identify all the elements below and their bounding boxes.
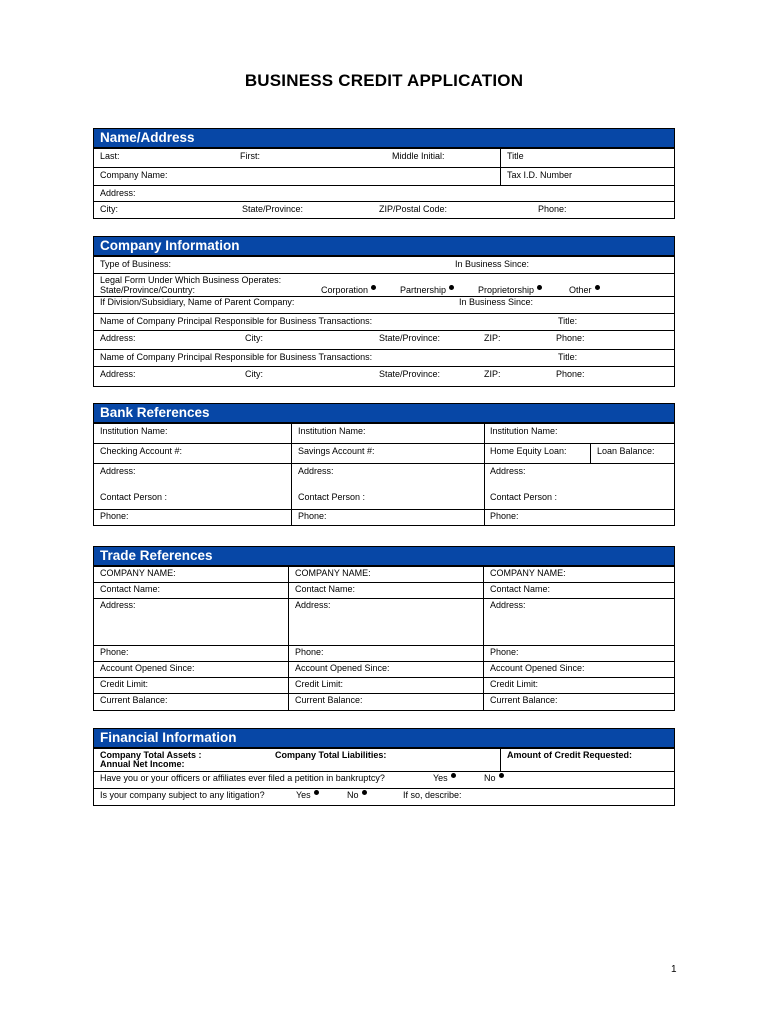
bankruptcy-yes-radio-icon[interactable]	[451, 773, 456, 778]
loan-balance-field[interactable]: Loan Balance:	[597, 446, 655, 456]
total-liabilities-field[interactable]: Company Total Liabilities:	[275, 750, 387, 760]
row-trade-credit	[94, 677, 674, 693]
row-bankruptcy	[94, 771, 674, 788]
bank-phone-field-1[interactable]: Phone:	[100, 511, 129, 521]
trade-credit-field-3[interactable]: Credit Limit:	[490, 679, 539, 689]
bank-address-field-3[interactable]: Address:	[490, 466, 526, 476]
trade-references-section	[93, 546, 675, 711]
proprietorship-radio-icon[interactable]	[537, 285, 542, 290]
bank-contact-field-1[interactable]: Contact Person :	[100, 492, 168, 502]
trade-contact-field-1[interactable]: Contact Name:	[100, 584, 161, 594]
city-field[interactable]: City:	[100, 204, 118, 214]
trade-contact-field-2[interactable]: Contact Name:	[295, 584, 356, 594]
bankruptcy-question: Have you or your officers or affiliates ever filed a petition in bankruptcy?	[100, 773, 385, 783]
row-litigation	[94, 788, 674, 805]
litigation-yes-radio-icon[interactable]	[314, 790, 319, 795]
bankruptcy-yes-option[interactable]: Yes	[433, 773, 456, 783]
credit-requested-field[interactable]: Amount of Credit Requested:	[507, 750, 632, 760]
principal-city-field-1[interactable]: City:	[245, 333, 263, 343]
in-business-since-field[interactable]: In Business Since:	[455, 259, 530, 269]
trade-balance-field-3[interactable]: Current Balance:	[490, 695, 558, 705]
litigation-question: Is your company subject to any litigation?	[100, 790, 265, 800]
other-option[interactable]: Other	[569, 285, 600, 295]
bank-address-field-2[interactable]: Address:	[298, 466, 334, 476]
section-header-bank-references: Bank References	[94, 404, 674, 423]
other-radio-icon[interactable]	[595, 285, 600, 290]
last-name-field[interactable]: Last:	[100, 151, 120, 161]
principal-state-field-2[interactable]: State/Province:	[379, 369, 441, 379]
litigation-no-option[interactable]: No	[347, 790, 367, 800]
row-trade-phone	[94, 645, 674, 661]
principal-name-field-1[interactable]: Name of Company Principal Responsible for Business Transactions:	[100, 316, 373, 326]
legal-form-label: Legal Form Under Which Business Operates:	[100, 275, 282, 285]
first-name-field[interactable]: First:	[240, 151, 260, 161]
middle-initial-field[interactable]: Middle Initial:	[392, 151, 445, 161]
principal-state-field-1[interactable]: State/Province:	[379, 333, 441, 343]
page-number: 1	[671, 964, 677, 975]
principal-phone-field-1[interactable]: Phone:	[556, 333, 585, 343]
institution-name-field-1[interactable]: Institution Name:	[100, 426, 168, 436]
trade-phone-field-1[interactable]: Phone:	[100, 647, 129, 657]
trade-phone-field-2[interactable]: Phone:	[295, 647, 324, 657]
parent-since-field[interactable]: In Business Since:	[459, 297, 534, 307]
principal-address-field-1[interactable]: Address:	[100, 333, 136, 343]
trade-address-field-2[interactable]: Address:	[295, 600, 331, 610]
row-trade-opened	[94, 661, 674, 677]
row-city	[94, 201, 674, 218]
type-of-business-field[interactable]: Type of Business:	[100, 259, 172, 269]
principal-phone-field-2[interactable]: Phone:	[556, 369, 585, 379]
state-country-field[interactable]: State/Province/Country:	[100, 285, 196, 295]
principal-name-field-2[interactable]: Name of Company Principal Responsible for Business Transactions:	[100, 352, 373, 362]
row-type	[94, 256, 674, 273]
trade-company-field-3[interactable]: COMPANY NAME:	[490, 568, 566, 578]
principal-title-field-1[interactable]: Title:	[558, 316, 578, 326]
page-title: BUSINESS CREDIT APPLICATION	[244, 71, 524, 90]
bank-contact-field-3[interactable]: Contact Person :	[490, 492, 558, 502]
row-principal-2	[94, 349, 674, 366]
section-header-financial-info: Financial Information	[94, 729, 674, 748]
principal-zip-field-1[interactable]: ZIP:	[484, 333, 501, 343]
trade-credit-field-2[interactable]: Credit Limit:	[295, 679, 344, 689]
financial-info-section	[93, 728, 675, 806]
home-equity-loan-field[interactable]: Home Equity Loan:	[490, 446, 567, 456]
title-field[interactable]: Title	[507, 151, 524, 161]
name-address-section	[93, 128, 675, 219]
row-division	[94, 296, 674, 313]
row-legal-form	[94, 273, 674, 296]
row-accounts	[94, 443, 674, 463]
savings-account-field[interactable]: Savings Account #:	[298, 446, 375, 456]
litigation-yes-option[interactable]: Yes	[296, 790, 319, 800]
litigation-no-radio-icon[interactable]	[362, 790, 367, 795]
total-assets-field[interactable]: Company Total Assets :	[100, 750, 202, 760]
row-address	[94, 185, 674, 201]
bank-address-field-1[interactable]: Address:	[100, 466, 136, 476]
litigation-describe-field[interactable]: If so, describe:	[403, 790, 462, 800]
trade-balance-field-1[interactable]: Current Balance:	[100, 695, 168, 705]
trade-opened-field-1[interactable]: Account Opened Since:	[100, 663, 195, 673]
row-principal-1	[94, 313, 674, 330]
trade-opened-field-2[interactable]: Account Opened Since:	[295, 663, 390, 673]
row-assets	[94, 748, 674, 771]
row-trade-company	[94, 566, 674, 582]
trade-credit-field-1[interactable]: Credit Limit:	[100, 679, 149, 689]
proprietorship-option[interactable]: Proprietorship	[478, 285, 542, 295]
row-bank-phone	[94, 509, 674, 525]
address-field[interactable]: Address:	[100, 188, 136, 198]
institution-name-field-3[interactable]: Institution Name:	[490, 426, 558, 436]
trade-company-field-2[interactable]: COMPANY NAME:	[295, 568, 371, 578]
row-company	[94, 167, 674, 185]
row-trade-contact	[94, 582, 674, 598]
checking-account-field[interactable]: Checking Account #:	[100, 446, 183, 456]
bankruptcy-no-option[interactable]: No	[484, 773, 504, 783]
trade-company-field-1[interactable]: COMPANY NAME:	[100, 568, 176, 578]
row-principal-address-1	[94, 330, 674, 349]
bankruptcy-no-radio-icon[interactable]	[499, 773, 504, 778]
row-name	[94, 148, 674, 167]
row-bank-address	[94, 463, 674, 509]
principal-city-field-2[interactable]: City:	[245, 369, 263, 379]
company-info-section	[93, 236, 675, 387]
tax-id-field[interactable]: Tax I.D. Number	[507, 170, 573, 180]
trade-phone-field-3[interactable]: Phone:	[490, 647, 519, 657]
trade-address-field-3[interactable]: Address:	[490, 600, 526, 610]
section-header-company-info: Company Information	[94, 237, 674, 256]
section-header-trade-references: Trade References	[94, 547, 674, 566]
corporation-radio-icon[interactable]	[371, 285, 376, 290]
institution-name-field-2[interactable]: Institution Name:	[298, 426, 366, 436]
state-field[interactable]: State/Province:	[242, 204, 304, 214]
corporation-option[interactable]: Corporation	[321, 285, 376, 295]
section-header-name-address: Name/Address	[94, 129, 674, 148]
row-trade-balance	[94, 693, 674, 710]
trade-address-field-1[interactable]: Address:	[100, 600, 136, 610]
bank-phone-field-3[interactable]: Phone:	[490, 511, 519, 521]
phone-field[interactable]: Phone:	[538, 204, 567, 214]
row-principal-address-2	[94, 366, 674, 386]
parent-company-field[interactable]: If Division/Subsidiary, Name of Parent Company:	[100, 297, 295, 307]
annual-net-income-field[interactable]: Annual Net Income:	[100, 759, 185, 769]
principal-title-field-2[interactable]: Title:	[558, 352, 578, 362]
row-trade-address	[94, 598, 674, 645]
partnership-radio-icon[interactable]	[449, 285, 454, 290]
trade-contact-field-3[interactable]: Contact Name:	[490, 584, 551, 594]
principal-address-field-2[interactable]: Address:	[100, 369, 136, 379]
row-institution	[94, 423, 674, 443]
company-name-field[interactable]: Company Name:	[100, 170, 168, 180]
bank-references-section	[93, 403, 675, 526]
trade-opened-field-3[interactable]: Account Opened Since:	[490, 663, 585, 673]
principal-zip-field-2[interactable]: ZIP:	[484, 369, 501, 379]
trade-balance-field-2[interactable]: Current Balance:	[295, 695, 363, 705]
bank-contact-field-2[interactable]: Contact Person :	[298, 492, 366, 502]
bank-phone-field-2[interactable]: Phone:	[298, 511, 327, 521]
partnership-option[interactable]: Partnership	[400, 285, 454, 295]
zip-field[interactable]: ZIP/Postal Code:	[379, 204, 448, 214]
